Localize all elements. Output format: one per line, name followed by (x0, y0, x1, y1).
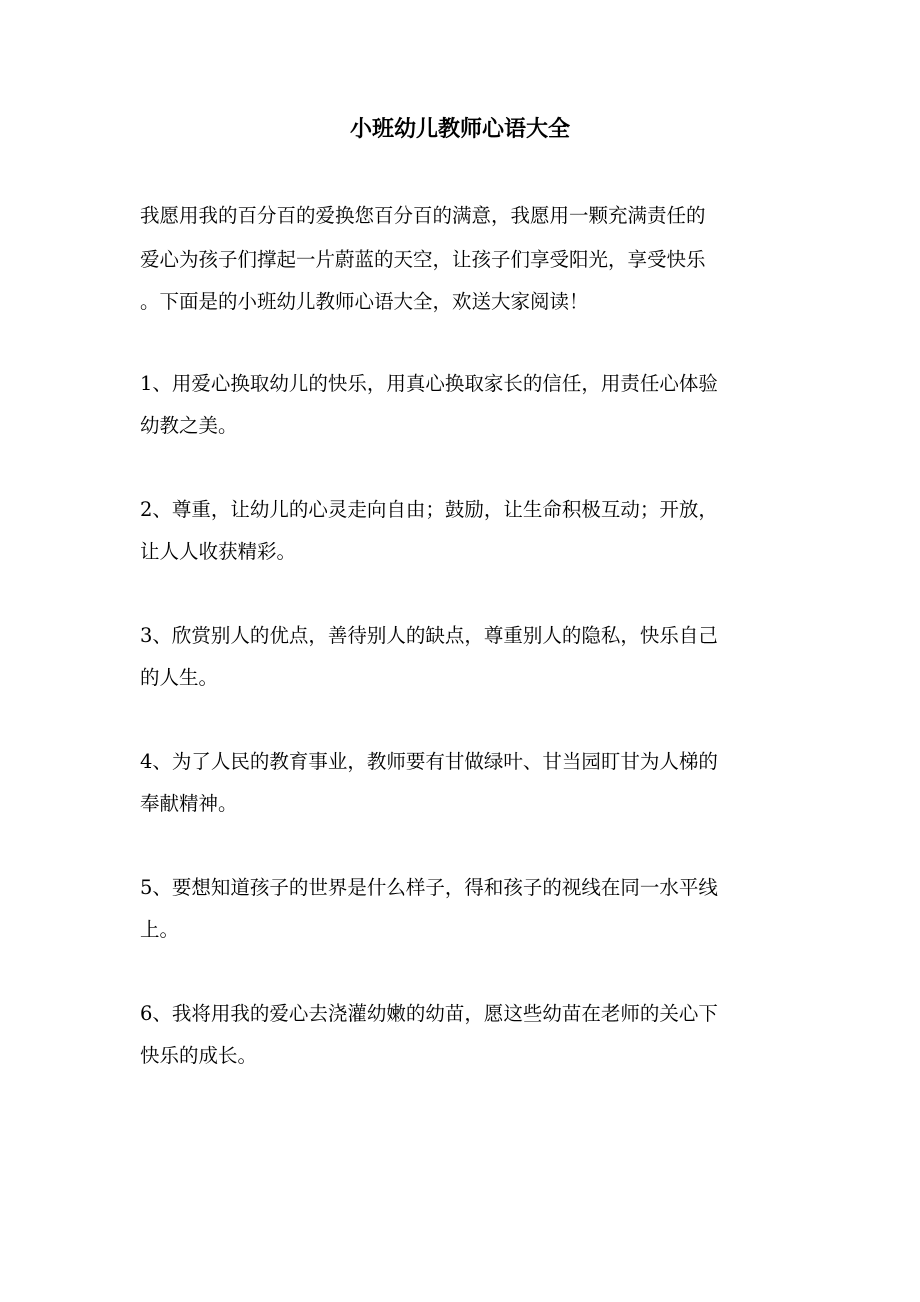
item-line: 2、尊重，让幼儿的心灵走向自由；鼓励，让生命积极互动；开放， (140, 498, 718, 521)
item-line: 让人人收获精彩。 (140, 540, 297, 563)
item-line: 4、为了人民的教育事业，教师要有甘做绿叶、甘当园盯甘为人梯的 (140, 750, 718, 773)
item-line: 1、用爱心换取幼儿的快乐，用真心换取家长的信任，用责任心体验 (140, 372, 718, 395)
item-line: 3、欣赏别人的优点，善待别人的缺点，尊重别人的隐私，快乐自己 (140, 624, 718, 647)
intro-line: 爱心为孩子们撑起一片蔚蓝的天空，让孩子们享受阳光，享受快乐 (140, 248, 706, 271)
item-line: 奉献精神。 (140, 792, 238, 815)
intro-line: 。下面是的小班幼儿教师心语大全，欢送大家阅读！ (140, 290, 589, 313)
item-line: 6、我将用我的爱心去浇灌幼嫩的幼苗，愿这些幼苗在老师的关心下 (140, 1002, 718, 1025)
item-line: 5、要想知道孩子的世界是什么样子，得和孩子的视线在同一水平线 (140, 876, 718, 899)
document-title: 小班幼儿教师心语大全 (349, 116, 570, 142)
item-line: 上。 (140, 918, 180, 941)
item-line: 幼教之美。 (140, 414, 238, 437)
item-line: 快乐的成长。 (140, 1044, 258, 1067)
item-line: 的人生。 (140, 666, 219, 689)
intro-line: 我愿用我的百分百的爱换您百分百的满意，我愿用一颗充满责任的 (140, 204, 706, 227)
